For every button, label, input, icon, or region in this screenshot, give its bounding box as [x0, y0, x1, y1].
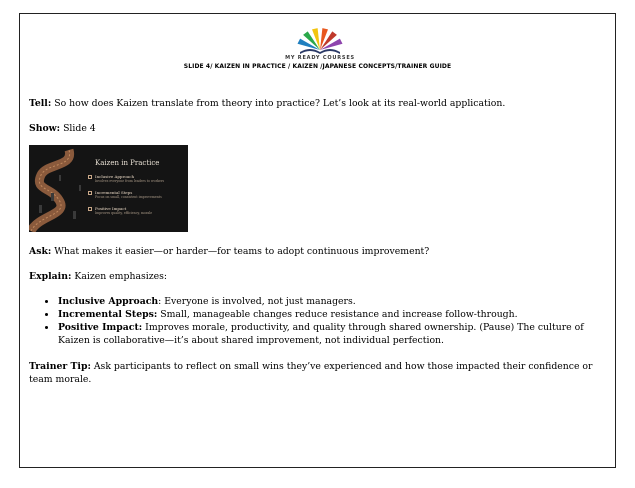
- slide-thumb-title: Kaizen in Practice: [95, 159, 160, 167]
- trainer-tip-label: Trainer Tip:: [29, 361, 91, 372]
- tell-paragraph: [29, 97, 604, 110]
- slide-thumb-item: [95, 174, 164, 184]
- logo: [285, 22, 355, 62]
- bullet-label: Incremental Steps:: [58, 309, 158, 320]
- slide-thumb-item-sub: Improves quality, efficiency, morale: [95, 211, 153, 215]
- steps-icon: [88, 191, 92, 195]
- slide-thumb-item-heading: Positive Impact: [95, 206, 127, 211]
- show-paragraph: [29, 122, 604, 135]
- page-header: SLIDE 4/ KAIZEN IN PRACTICE / KAIZEN /JAPANESE CONCEPTS/TRAINER GUIDE: [183, 63, 452, 70]
- bullet-label: Inclusive Approach: [58, 296, 159, 307]
- show-label: Show:: [29, 123, 61, 134]
- list-item: [29, 308, 604, 321]
- slide-thumb-item-sub: Focus on small, consistent improvements: [95, 195, 162, 199]
- slide-thumb-item: [95, 206, 152, 216]
- bullet-text: Improves morale, productivity, and quality through shared ownership. (Pause) The culture of Kaizen is collaborative—it’s about shared improvement, not individual perfection.: [58, 322, 584, 346]
- slide-thumb-item-heading: Incremental Steps: [95, 190, 133, 195]
- explain-label: Explain:: [29, 271, 72, 282]
- slide-thumb-item-sub: Involves everyone from leaders to workers: [95, 179, 165, 183]
- page-border: [19, 13, 616, 468]
- list-item: [29, 295, 604, 308]
- tell-text: So how does Kaizen translate from theory into practice? Let’s look at its real-world application.: [51, 98, 506, 109]
- ask-paragraph: [29, 245, 604, 258]
- emphasis-list: [29, 295, 604, 347]
- slide-thumbnail: [29, 145, 188, 232]
- slide-thumb-item-heading: Inclusive Approach: [95, 174, 135, 179]
- tell-label: Tell:: [29, 98, 52, 109]
- bullet-text: : Everyone is involved, not just managers.: [158, 296, 356, 307]
- trainer-tip-text: Ask participants to reflect on small wins they’ve experienced and how those impacted their confidence or team morale.: [29, 361, 593, 385]
- explain-text: Kaizen emphasizes:: [71, 271, 168, 282]
- book-rays-icon: [285, 22, 355, 56]
- logo-text: MY READY COURSES: [285, 55, 355, 61]
- trainer-tip-paragraph: [29, 360, 604, 386]
- list-item: [29, 321, 604, 347]
- bullet-text: Small, manageable changes reduce resistance and increase follow-through.: [157, 309, 518, 320]
- ask-label: Ask:: [29, 246, 52, 257]
- bullet-label: Positive Impact:: [58, 322, 143, 333]
- explain-paragraph: [29, 270, 604, 283]
- chart-icon: [88, 207, 92, 211]
- show-text: Slide 4: [60, 123, 96, 134]
- slide-thumb-item: [95, 190, 162, 200]
- ask-text: What makes it easier—or harder—for teams to adopt continuous improvement?: [51, 246, 430, 257]
- people-icon: [88, 175, 92, 179]
